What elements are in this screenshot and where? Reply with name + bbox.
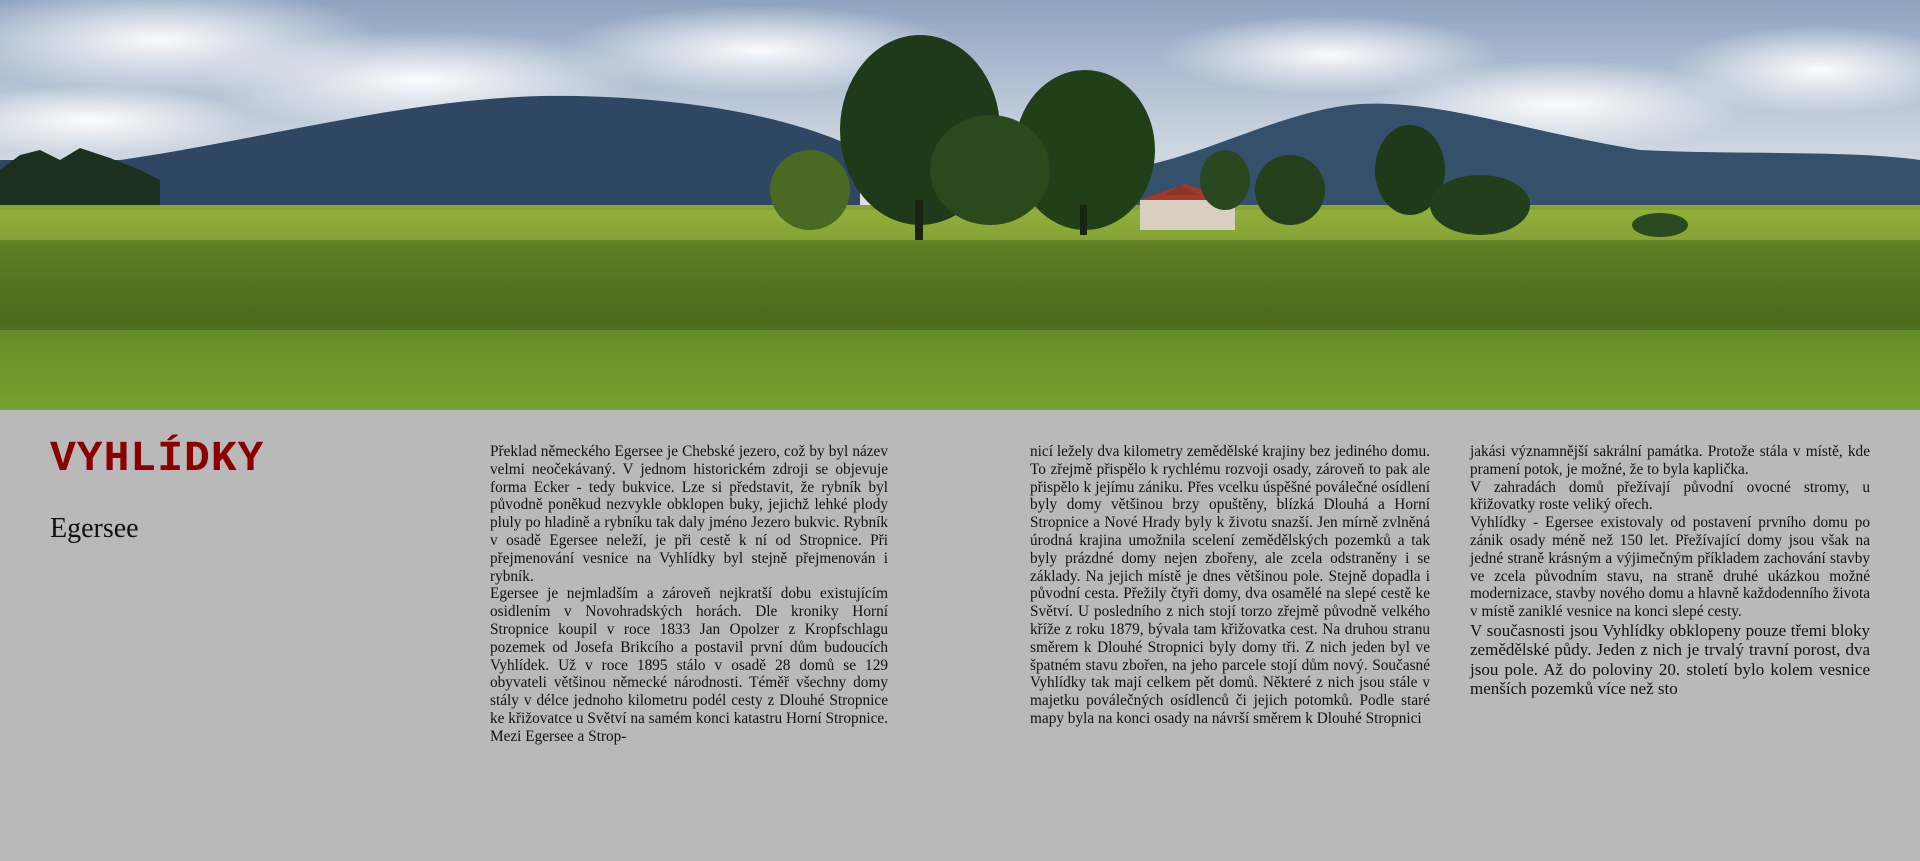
paragraph: jakási významnější sakrální památka. Protože stála v místě, kde pramení potok, je možné, že to byla kaplička. [1470, 443, 1870, 478]
paragraph: V zahradách domů přežívají původní ovocné stromy, u křižovatky roste veliký ořech. [1470, 478, 1870, 514]
text-column-3 [1470, 443, 1870, 699]
paragraph-large: V současnosti jsou Vyhlídky obklopeny pouze třemi bloky zemědělské půdy. Jeden z nich je trvalý travní porost, dva jsou pole. Až do poloviny 20. století bylo kolem vesnice menších pozemků více než sto [1470, 620, 1870, 699]
paragraph: Vyhlídky - Egersee existovaly od postavení prvního domu po zánik osady méně než 150 let. Přežívající domy jsou však na jedné straně krásným a výjimečným příkladem zachování stavby ve zcela původním stavu, na straně druhé ukázkou možné modernizace, stavby nového domu a hlavně každodenního života v místě zaniklé vesnice na konci slepé cesty. [1470, 514, 1870, 621]
text-column-2 [1030, 443, 1430, 728]
page-title: VYHLÍDKY [50, 434, 265, 483]
page-subtitle: Egersee [50, 513, 139, 544]
text-column-1 [490, 443, 888, 746]
paragraph: nicí ležely dva kilometry zemědělské krajiny bez jediného domu. To zřejmě přispělo k rychlému rozvoji osady, zároveň to pak ale přispělo k jejímu zániku. Přes vcelku úspěšné poválečné osídlení byly domy většinou brzy opuštěny, blízká Dlouhá a Horní Stropnice a Nové Hrady byly k životu snazší. Jen mírně zvlněná úrodná krajina umožnila scelení zemědělských pozemků a tak byly prázdné domy nejen zbořeny, ale zcela odstraněny i se základy. Na jejich místě je dnes většinou pole. Stejně dopadla i původní cesta. Přežily čtyři domy, dva osamělé na slepé cestě ke Světví. U posledního z nich stojí torzo zřejmě původně velkého kříže z roku 1879, bývala tam křižovatka cest. Na druhou stranu směrem k Dlouhé Stropnici byly domy tři. Z nich jeden byl ve špatném stavu zbořen, na jeho parcele stojí dům nový. Současné Vyhlídky tak mají celkem pět domů. Některé z nich jsou stále v majetku poválečných osídlenců či jejich potomků. Podle staré mapy byla na konci osady na návrší směrem k Dlouhé Stropnici [1030, 443, 1430, 727]
paragraph: Překlad německého Egersee je Chebské jezero, což by byl název velmi neočekávaný. V jednom historickém zdroji se objevuje forma Ecker - tedy bukvice. Lze si představit, že rybník byl původně poněkud nezvykle obklopen buky, jejichž lehké plody pluly po hladině a rybníku tak daly jméno Jezero bukvic. Rybník v osadě Egersee neleží, je při cestě k ní od Stropnice. Při přejmenování vesnice na Vyhlídky byl stejně přejmenován i rybník. [490, 443, 888, 585]
paragraph: Egersee je nejmladším a zároveň nejkratší dobu existujícím osidlením v Novohradských horách. Dle kroniky Horní Stropnice koupil v roce 1833 Jan Opolzer z Kropfschlagu pozemek od Josefa Brikcího a postavil první dům budoucích Vyhlídek. Už v roce 1895 stálo v osadě 28 domů se 129 obyvateli většinou německé národnosti. Téměř všechny domy stály v délce jednoho kilometru podél cesty z Dlouhé Stropnice ke křižovatce u Světví na samém konci katastru Horní Stropnice. Mezi Egersee a Strop- [490, 585, 888, 745]
landscape-banner-image [0, 0, 1920, 410]
